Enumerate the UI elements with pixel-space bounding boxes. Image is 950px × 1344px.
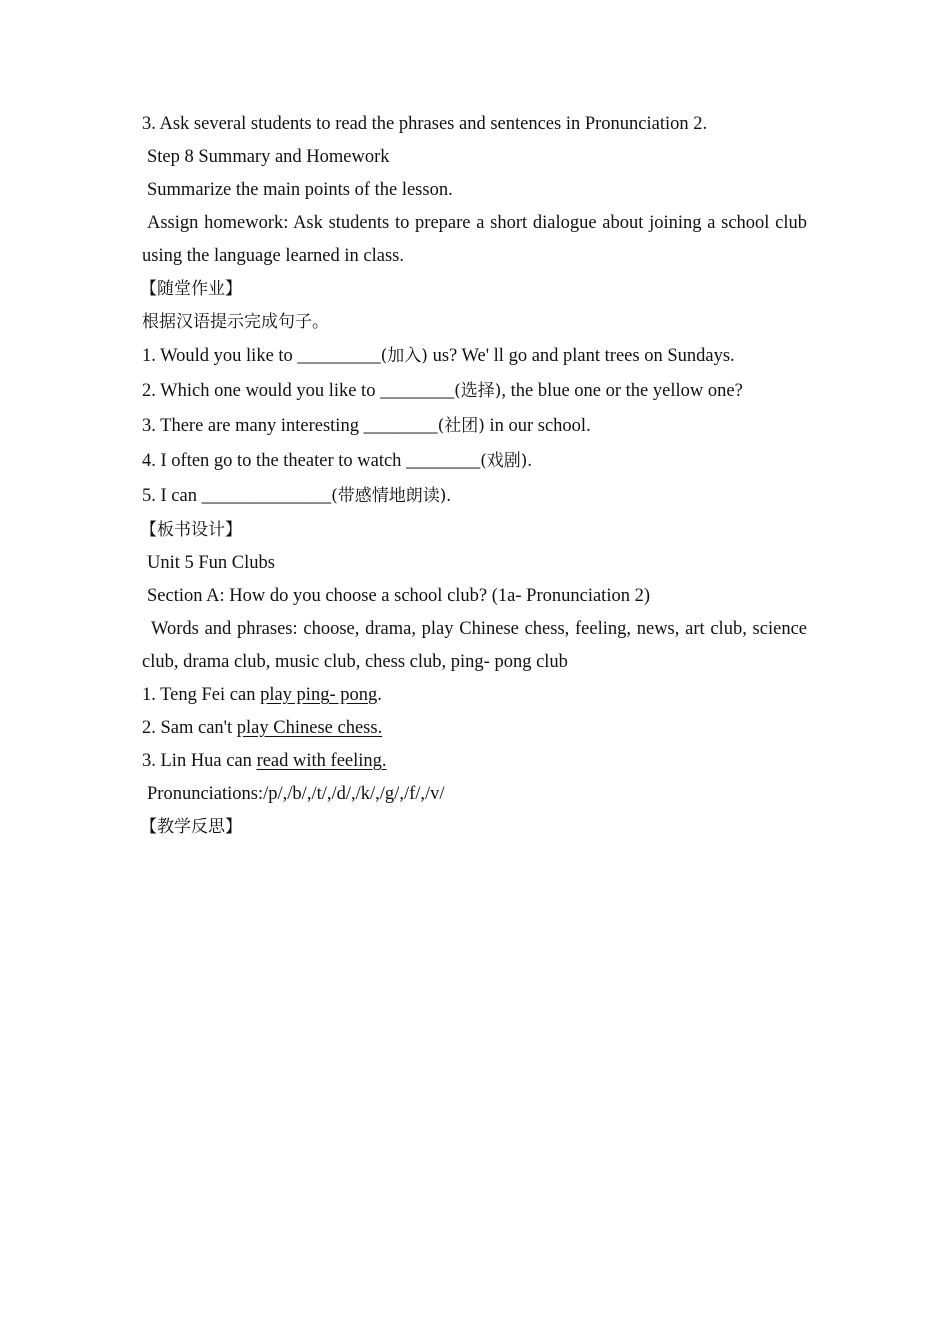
board-sentence-text: 1. Teng Fei can [142, 685, 261, 705]
practice-instruction: 根据汉语提示完成句子。 [142, 312, 329, 332]
board-sentence-underlined: play Chinese chess. [236, 718, 383, 738]
summary-text: Summarize the main points of the lesson. [147, 180, 453, 200]
board-section-title: Section A: How do you choose a school club? (1a- Pronunciation 2) [147, 586, 650, 606]
practice-item-hint: (带感情地朗读) [331, 486, 447, 506]
board-unit-title: Unit 5 Fun Clubs [147, 553, 275, 573]
practice-item [142, 479, 807, 514]
board-pronunciations: Pronunciations:/p/,/b/,/t/,/d/,/k/,/g/,/f/,/v/ [147, 784, 445, 804]
practice-item-text: 5. I can [142, 486, 202, 506]
practice-item [142, 374, 807, 409]
practice-list [142, 339, 807, 514]
board-heading: 【板书设计】 [140, 520, 242, 540]
board-sentence-underlined: play ping- pong [260, 685, 378, 705]
practice-item-blank: ________ [380, 381, 455, 401]
practice-item [142, 444, 807, 479]
practice-item-hint: (选择) [454, 381, 502, 401]
board-sentence [142, 679, 807, 712]
practice-heading: 【随堂作业】 [140, 279, 242, 299]
practice-item-text-end: . [527, 451, 532, 471]
practice-item-hint: (戏剧) [480, 451, 528, 471]
board-sentence [142, 712, 807, 745]
practice-item-hint: (加入) [380, 346, 428, 366]
practice-item-text-end: . [446, 486, 451, 506]
practice-item-text: 1. Would you like to [142, 346, 298, 366]
practice-item-blank: ________ [363, 416, 438, 436]
practice-item-text: 3. There are many interesting [142, 416, 364, 436]
board-words-phrases: Words and phrases: choose, drama, play Chinese chess, feeling, news, art club, science club, drama club, music club, chess club, ping- pong club [142, 619, 807, 672]
step3-text: 3. Ask several students to read the phrases and sentences in Pronunciation 2. [142, 114, 708, 134]
practice-item-text-end: in our school. [484, 416, 591, 436]
practice-item [142, 409, 807, 444]
step8-title: Step 8 Summary and Homework [147, 147, 390, 167]
practice-item-hint: (社团) [437, 416, 485, 436]
practice-item [142, 339, 807, 374]
practice-item-text: 4. I often go to the theater to watch [142, 451, 407, 471]
practice-item-blank: ________ [406, 451, 481, 471]
practice-item-text-end: , the blue one or the yellow one? [501, 381, 743, 401]
board-sentence-underlined: read with feeling. [256, 751, 387, 771]
homework-text: Assign homework: Ask students to prepare a short dialogue about joining a school club using the language learned in class. [142, 213, 807, 266]
reflection-heading: 【教学反思】 [140, 817, 242, 837]
practice-item-blank: _________ [297, 346, 381, 366]
practice-item-blank: ______________ [201, 486, 332, 506]
board-sentence-text: 3. Lin Hua can [142, 751, 257, 771]
board-sentence-text: 2. Sam can't [142, 718, 237, 738]
document-body [142, 108, 807, 844]
board-sentence [142, 745, 807, 778]
practice-item-text-end: us? We' ll go and plant trees on Sundays. [427, 346, 735, 366]
board-sentence-end: . [377, 685, 382, 705]
practice-item-text: 2. Which one would you like to [142, 381, 381, 401]
